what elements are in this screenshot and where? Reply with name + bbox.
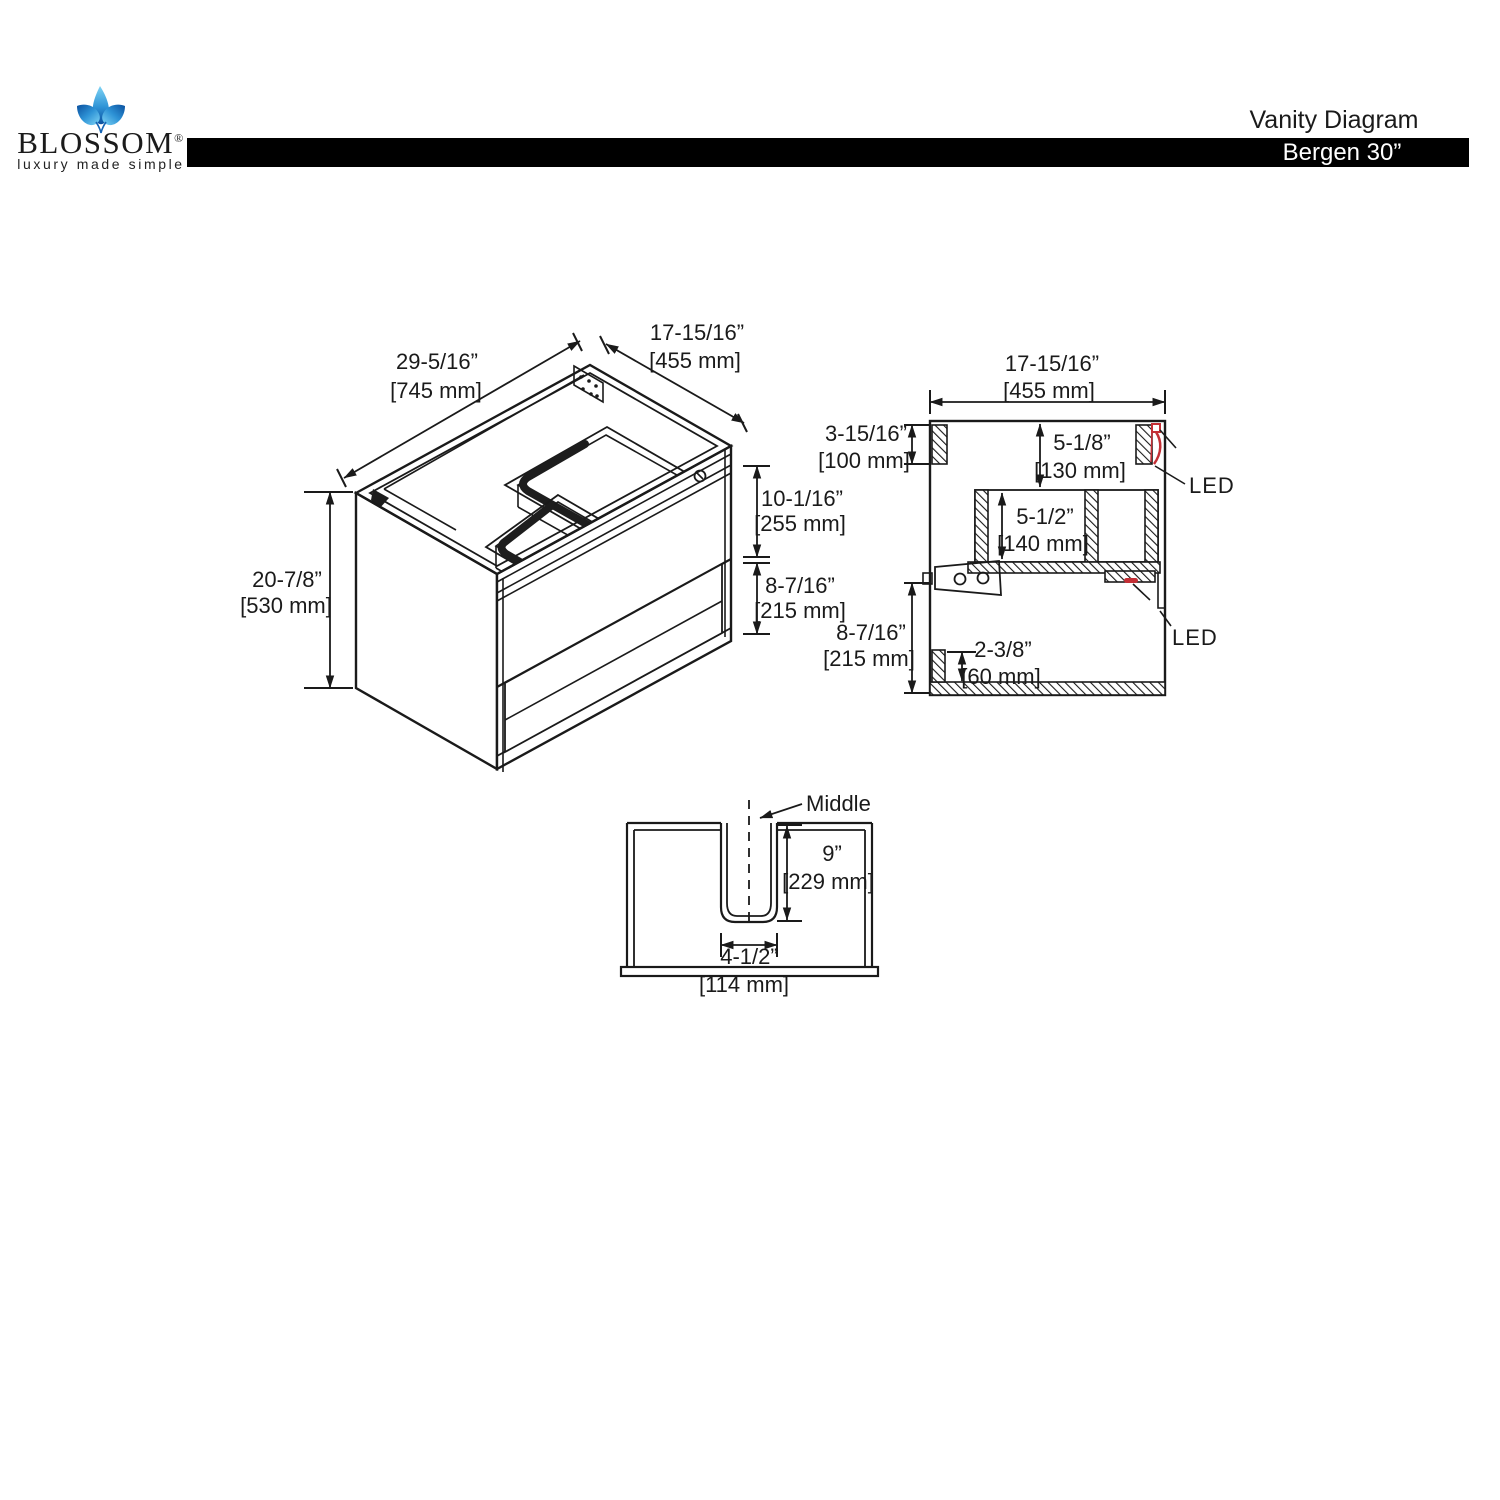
side-width-mm: [455 mm]: [1003, 378, 1095, 403]
side-toe-in: 2-3/8”: [974, 637, 1032, 662]
led-label-bottom: LED: [1172, 625, 1218, 650]
back-width-in: 4-1/2”: [720, 944, 778, 969]
side-top-left-cleat: [932, 425, 947, 464]
iso-height-mm: [530 mm]: [240, 593, 332, 618]
iso-shelf-mm: [215 mm]: [754, 598, 846, 623]
back-dim-depth: [777, 825, 874, 921]
iso-depth-in: 17-15/16”: [649, 320, 745, 345]
iso-dim-height: [240, 492, 353, 688]
side-top-right-cleat: [1136, 425, 1152, 464]
side-bottom-cleat: [932, 650, 945, 682]
back-width-mm: [114 mm]: [698, 972, 790, 997]
side-cleat-mm: [100 mm]: [818, 448, 910, 473]
doc-title: Vanity Diagram: [1249, 106, 1419, 134]
side-dim-width: [930, 351, 1165, 414]
brand-logo: [17, 86, 185, 172]
isometric-view: [240, 320, 846, 772]
side-toe-mm: [60 mm]: [961, 664, 1041, 689]
back-cutout-view: [621, 791, 878, 997]
side-shelf-in: 8-7/16”: [836, 620, 906, 645]
iso-drawer-mm: [255 mm]: [754, 511, 846, 536]
brand-name: BLOSSOM®: [17, 125, 185, 160]
iso-shelf-in: 8-7/16”: [765, 573, 835, 598]
led-label-top: LED: [1189, 473, 1235, 498]
product-name: Bergen 30”: [1282, 139, 1402, 166]
side-cleat-in: 3-15/16”: [825, 421, 907, 446]
side-shelf-mm: [215 mm]: [823, 646, 915, 671]
iso-width-in: 29-5/16”: [396, 349, 478, 374]
iso-width-mm: [745 mm]: [390, 378, 482, 403]
side-dim-cleat: [818, 421, 929, 473]
iso-dim-depth: [600, 320, 747, 432]
back-depth-mm: [229 mm]: [782, 869, 874, 894]
side-drawer-mm: [140 mm]: [997, 531, 1089, 556]
back-dim-width: [699, 933, 789, 997]
brand-tagline: luxury made simple: [17, 156, 185, 172]
iso-height-in: 20-7/8”: [252, 567, 322, 592]
side-section-view: [818, 351, 1235, 695]
led-strip-icon: [1105, 571, 1155, 583]
middle-label: Middle: [806, 791, 871, 816]
iso-depth-mm: [455 mm]: [649, 348, 741, 373]
side-drawer-in: 5-1/2”: [1016, 504, 1074, 529]
page-header: [17, 86, 1469, 172]
iso-dim-drawer-shelf: [743, 466, 846, 634]
title-bar: [187, 138, 1469, 167]
side-topgap-mm: [130 mm]: [1034, 458, 1126, 483]
iso-drawer-in: 10-1/16”: [761, 486, 843, 511]
back-depth-in: 9”: [822, 841, 842, 866]
side-topgap-in: 5-1/8”: [1053, 430, 1111, 455]
side-width-in: 17-15/16”: [1004, 351, 1100, 376]
